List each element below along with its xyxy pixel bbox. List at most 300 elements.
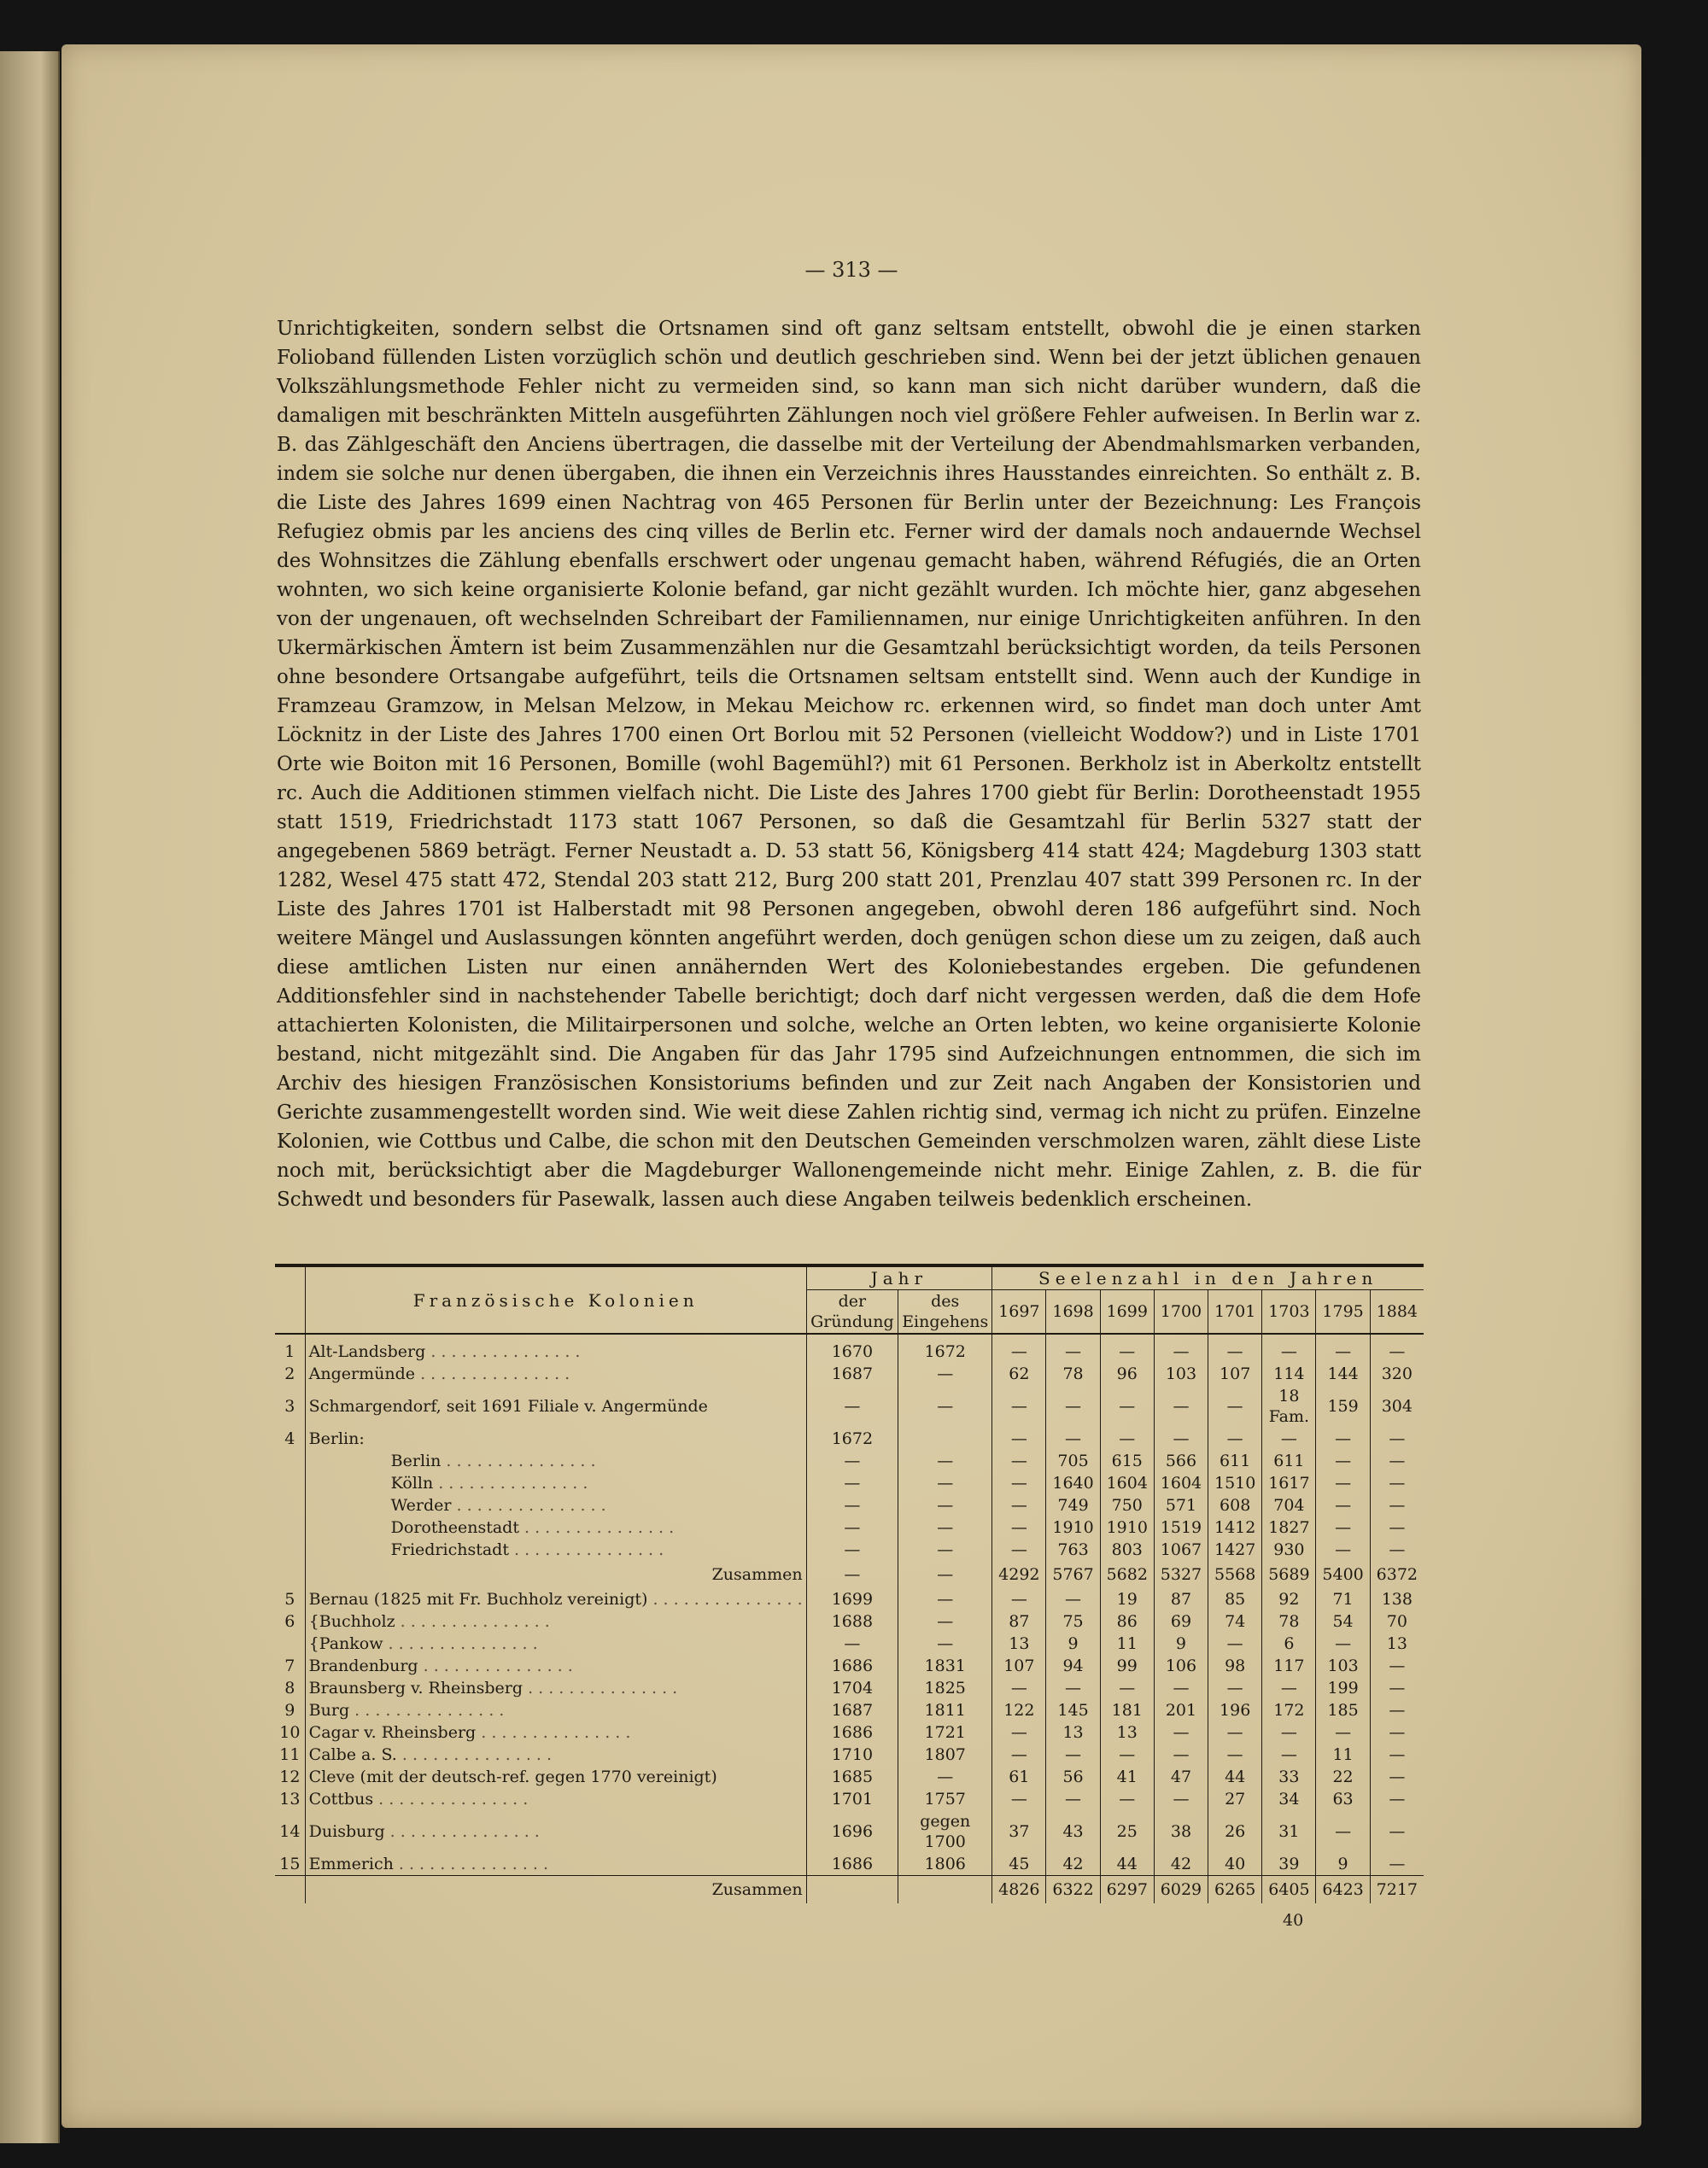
population-cell: — [1154,1677,1208,1699]
colony-name [305,1610,806,1633]
row-index: 4 [284,1429,295,1448]
population-cell: — [1262,1428,1316,1450]
population-cell: — [1370,1766,1424,1788]
population-cell: 70 [1370,1610,1424,1633]
closing-year: 1672 [898,1334,992,1363]
year-header: 1698 [1046,1290,1100,1335]
colony-name [305,1539,806,1561]
row-index: 13 [279,1790,301,1809]
colony-name [305,1516,806,1539]
population-cell: 144 [1316,1363,1370,1385]
population-cell: — [1154,1385,1208,1428]
colony-name [305,1744,806,1766]
population-cell: — [1370,1677,1424,1699]
colony-name [305,1699,806,1721]
closing-year: 1806 [898,1853,992,1876]
colony-name-text: Kölln [390,1474,434,1493]
population-cell: 63 [1316,1788,1370,1810]
population-cell: — [992,1539,1046,1561]
population-cell: 19 [1100,1588,1154,1610]
population-cell: 199 [1316,1677,1370,1699]
row-index [275,1516,305,1539]
population-cell: — [992,1385,1046,1428]
table-row [275,1677,1424,1699]
population-cell: — [1370,1853,1424,1876]
population-cell: 6372 [1370,1561,1424,1588]
colony-name-text: Zusammen [711,1880,803,1899]
leader-dots: . . . . . . . . . . . . . . . [395,1612,550,1631]
population-cell: 117 [1262,1655,1316,1677]
leader-dots: . . . . . . . . . . . . . . . [393,1855,549,1873]
closing-year: — [898,1385,992,1428]
population-cell: — [1208,1385,1262,1428]
population-cell: — [992,1450,1046,1472]
population-cell: 1412 [1208,1516,1262,1539]
population-cell: — [1316,1721,1370,1744]
population-cell: 1617 [1262,1472,1316,1494]
leader-dots: . . . . . . . . . . . . . . . [476,1723,631,1742]
population-cell: 107 [1208,1363,1262,1385]
founding-year [806,1876,898,1904]
population-cell: 11 [1316,1744,1370,1766]
population-cell: — [1370,1699,1424,1721]
population-cell: 611 [1208,1450,1262,1472]
table-row [275,1450,1424,1472]
population-cell: — [1370,1655,1424,1677]
population-cell: 92 [1262,1588,1316,1610]
population-cell: 26 [1208,1810,1262,1853]
colony-name [305,1810,806,1853]
population-cell: — [1046,1744,1100,1766]
population-cell: 69 [1154,1610,1208,1633]
population-cell: — [1370,1450,1424,1472]
closing-year: — [898,1450,992,1472]
leader-dots: . . . . . . . . . . . . . . . [383,1634,538,1653]
colony-name-text: Zusammen [711,1565,803,1584]
founding-year: 1701 [806,1788,898,1810]
row-index [275,1633,305,1655]
founding-year: — [806,1494,898,1516]
year-header: 1699 [1100,1290,1154,1335]
population-cell: 7217 [1370,1876,1424,1904]
colony-name-text: Friedrichstadt [390,1540,509,1559]
row-index: 9 [284,1701,295,1720]
colony-name-text: Berlin [390,1452,442,1470]
table-row [275,1561,1424,1588]
table-row [275,1363,1424,1385]
closing-year [898,1876,992,1904]
table-row [275,1633,1424,1655]
population-cell: — [992,1472,1046,1494]
colony-name-text: Duisburg [308,1822,385,1841]
population-cell: 172 [1262,1699,1316,1721]
table-row [275,1494,1424,1516]
table-row [275,1385,1424,1428]
population-cell: 13 [1370,1633,1424,1655]
row-index [275,1472,305,1494]
colony-name [305,1853,806,1876]
population-cell: 704 [1262,1494,1316,1516]
closing-year: 1831 [898,1655,992,1677]
colony-name [305,1876,806,1904]
population-cell: — [1208,1721,1262,1744]
population-cell: 42 [1046,1853,1100,1876]
population-cell: 54 [1316,1610,1370,1633]
population-cell: 763 [1046,1539,1100,1561]
population-cell: — [1208,1633,1262,1655]
colony-name-text: Cleve (mit der deutsch-ref. gegen 1770 vereinigt) [308,1768,717,1786]
population-cell: — [992,1744,1046,1766]
colony-name-text: Calbe a. S. [308,1745,397,1764]
population-cell: — [1370,1472,1424,1494]
leader-dots: . . . . . . . . . . . . . . . [433,1474,588,1493]
page-number: — 313 — [804,258,898,282]
colony-name [305,1766,806,1788]
table-row [275,1699,1424,1721]
row-index [275,1450,305,1472]
population-cell: 6322 [1046,1876,1100,1904]
colony-name [305,1363,806,1385]
population-cell: — [1100,1385,1154,1428]
population-cell: 5682 [1100,1561,1154,1588]
colony-name [305,1450,806,1472]
population-cell: — [1046,1385,1100,1428]
population-cell: 75 [1046,1610,1100,1633]
table-row [275,1853,1424,1876]
population-cell: 571 [1154,1494,1208,1516]
table-row [275,1472,1424,1494]
colonies-table [275,1264,1424,1903]
colony-name-text: {Pankow [308,1634,383,1653]
colony-name [305,1788,806,1810]
colony-name-text: Alt-Landsberg [308,1342,426,1361]
row-index: 8 [284,1679,295,1698]
closing-year: 1825 [898,1677,992,1699]
population-cell: 6265 [1208,1876,1262,1904]
closing-year: 1811 [898,1699,992,1721]
colony-name-text: Braunsberg v. Rheinsberg [308,1679,524,1698]
closing-year: — [898,1516,992,1539]
population-cell: — [1154,1721,1208,1744]
population-cell: 11 [1100,1633,1154,1655]
population-cell: 13 [1100,1721,1154,1744]
founding-year: 1688 [806,1610,898,1633]
closing-year [898,1428,992,1450]
eingehens-header: des Eingehens [898,1290,992,1335]
closing-year: 1757 [898,1788,992,1810]
year-header: 1884 [1370,1290,1424,1335]
row-index: 14 [279,1822,301,1841]
leader-dots: . . . . . . . . . . . . . . . [451,1496,606,1515]
population-cell: 138 [1370,1588,1424,1610]
population-cell: — [1208,1334,1262,1363]
row-index: 3 [284,1397,295,1416]
population-cell: 1827 [1262,1516,1316,1539]
population-cell: 1067 [1154,1539,1208,1561]
population-cell: 40 [1208,1853,1262,1876]
jahr-header: Jahr [806,1265,992,1290]
population-cell: — [1316,1516,1370,1539]
population-cell: 78 [1262,1610,1316,1633]
colony-name-text: Schmargendorf, seit 1691 Filiale v. Angermünde [308,1397,708,1416]
colony-name-text: Cottbus [308,1790,374,1809]
year-header: 1795 [1316,1290,1370,1335]
population-cell: 45 [992,1853,1046,1876]
leader-dots: . . . . . . . . . . . . . . . [425,1342,581,1361]
population-cell: 25 [1100,1810,1154,1853]
population-cell: 56 [1046,1766,1100,1788]
colony-name [305,1721,806,1744]
population-cell: — [1316,1428,1370,1450]
population-cell: — [992,1516,1046,1539]
colony-name-text: Werder [390,1496,452,1515]
population-cell: — [1100,1428,1154,1450]
population-cell: — [992,1588,1046,1610]
population-cell: 1519 [1154,1516,1208,1539]
closing-year: 1721 [898,1721,992,1744]
population-cell: — [1316,1633,1370,1655]
population-cell: — [1370,1788,1424,1810]
table-row [275,1428,1424,1450]
population-cell: — [1370,1516,1424,1539]
population-cell: — [1262,1677,1316,1699]
year-header: 1701 [1208,1290,1262,1335]
row-index: 6 [284,1612,295,1631]
row-index: 11 [279,1745,301,1764]
colony-name [305,1494,806,1516]
closing-year: — [898,1494,992,1516]
population-cell: — [1370,1810,1424,1853]
population-cell: 85 [1208,1588,1262,1610]
population-cell: 13 [992,1633,1046,1655]
population-cell: 1427 [1208,1539,1262,1561]
colonies-header: Französische Kolonien [305,1265,806,1334]
population-cell: 4826 [992,1876,1046,1904]
colony-name-text: Angermünde [308,1364,416,1383]
colony-name [305,1677,806,1699]
population-cell: — [992,1494,1046,1516]
population-cell: — [1154,1788,1208,1810]
population-cell: 87 [1154,1588,1208,1610]
population-cell: 1604 [1100,1472,1154,1494]
population-cell: 122 [992,1699,1046,1721]
population-cell: 107 [992,1655,1046,1677]
founding-year: 1687 [806,1699,898,1721]
leader-dots: . . . . . . . . . . . . . . . [349,1701,505,1720]
gruendung-header: der Gründung [806,1290,898,1335]
body-paragraph: Unrichtigkeiten, sondern selbst die Ortsnamen sind oft ganz seltsam entstellt, obwohl die je einen starken Folioband füllenden Listen vorzüglich schön und deutlich geschrieben sind. Wenn bei der jetzt üblichen genauen Volkszählungsmethode Fehler nicht zu vermeiden sind, so kann man sich nicht darüber wundern, daß die damaligen mit beschränkten Mitteln ausgeführten Zählungen noch viel größere Fehler aufweisen. In Berlin war z. B. das Zählgeschäft den Anciens übertragen, die dasselbe mit der Verteilung der Abendmahlsmarken verbanden, indem sie solche nur denen übergaben, die ihnen ein Verzeichnis ihres Hausstandes einreichten. So enthält z. B. die Liste des Jahres 1699 einen Nachtrag von 465 Personen für Berlin unter der Bezeichnung: Les François Refugiez obmis par les anciens des cinq villes de Berlin etc. Ferner wird der damals noch andauernde Wechsel des Wohnsitzes die Zählung ebenfalls erschwert oder ungenau gemacht haben, während Réfugiés, die an Orten wohnten, wo sich keine organisierte Kolonie befand, gar nicht gezählt wurden. Ich möchte hier, ganz abgesehen von der ungenauen, oft wechselnden Schreibart der Familiennamen, nur einige Unrichtigkeiten anführen. In den Ukermärkischen Ämtern ist beim Zusammenzählen nur die Gesamtzahl berücksichtigt worden, da teils Personen ohne besondere Ortsangabe aufgeführt, teils die Ortsnamen seltsam entstellt sind. Wenn auch der Kundige in Framzeau Gramzow, in Melsan Melzow, in Mekau Meichow rc. erkennen wird, so findet man doch unter Amt Löcknitz in der Liste des Jahres 1700 einen Ort Borlou mit 52 Personen (vielleicht Woddow?) und in Liste 1701 Orte wie Boiton mit 16 Personen, Bomille (wohl Bagemühl?) mit 61 Personen. Berkholz ist in Aberkoltz entstellt rc. Auch die Additionen stimmen vielfach nicht. Die Liste des Jahres 1700 giebt für Berlin: Dorotheenstadt 1955 statt 1519, Friedrichstadt 1173 statt 1067 Personen, so daß die Gesamtzahl für Berlin 5327 statt der angegebenen 5869 beträgt. Ferner Neustadt a. D. 53 statt 56, Königsberg 414 statt 424; Magdeburg 1303 statt 1282, Wesel 475 statt 472, Stendal 203 statt 212, Burg 200 statt 201, Prenzlau 407 statt 399 Personen rc. In der Liste des Jahres 1701 ist Halberstadt mit 98 Personen angegeben, obwohl deren 186 aufgeführt sind. Noch weitere Mängel und Auslassungen könnten angeführt werden, doch genügen schon diese um zu zeigen, daß auch diese amtlichen Listen nur einen annähernden Wert des Koloniebestandes ergeben. Die gefundenen Additionsfehler sind in nachstehender Tabelle berichtigt; doch darf nicht vergessen werden, daß die dem Hofe attachierten Kolonisten, die Militairpersonen und solche, welche an Orten lebten, wo keine organisierte Kolonie bestand, nicht mitgezählt sind. Die Angaben für das Jahr 1795 sind Aufzeichnungen entnommen, die sich im Archiv des hiesigen Französischen Konsistoriums befinden und zur Zeit nach Angaben der Konsistorien und Gerichte zusammengestellt worden sind. Wie weit diese Zahlen richtig sind, vermag ich nicht zu prüfen. Einzelne Kolonien, wie Cottbus und Calbe, die schon mit den Deutschen Gemeinden verschmolzen waren, zählt diese Liste noch mit, berücksichtigt aber die Magdeburger Wallonengemeinde nicht mehr. Einige Zahlen, z. B. die für Schwedt und besonders für Pasewalk, lassen auch diese Angaben teilweis bedenklich erscheinen. [277,318,1421,1211]
population-cell: 9 [1046,1633,1100,1655]
table-row [275,1334,1424,1363]
year-header: 1703 [1262,1290,1316,1335]
founding-year: 1686 [806,1721,898,1744]
population-cell: 94 [1046,1655,1100,1677]
population-cell: 5767 [1046,1561,1100,1588]
population-cell: 38 [1154,1810,1208,1853]
colony-name [305,1633,806,1655]
table-row [275,1539,1424,1561]
population-cell: — [1208,1677,1262,1699]
population-cell: 1510 [1208,1472,1262,1494]
colony-name-text: Brandenburg [308,1657,418,1675]
population-cell: 41 [1100,1766,1154,1788]
population-cell: 1910 [1046,1516,1100,1539]
population-cell: — [1262,1721,1316,1744]
left-page-edge [0,51,60,2143]
colony-name [305,1588,806,1610]
seelenzahl-header: Seelenzahl in den Jahren [992,1265,1424,1290]
founding-year: — [806,1516,898,1539]
population-table [275,1264,1424,1903]
population-cell: 6405 [1262,1876,1316,1904]
closing-year: gegen 1700 [898,1810,992,1853]
population-cell: 96 [1100,1363,1154,1385]
founding-year: 1686 [806,1655,898,1677]
leader-dots: . . . . . . . . . . . . . . . [518,1518,675,1537]
closing-year: — [898,1610,992,1633]
population-cell: — [992,1428,1046,1450]
colony-name [305,1334,806,1363]
population-cell: 181 [1100,1699,1154,1721]
population-cell: 5568 [1208,1561,1262,1588]
table-row [275,1655,1424,1677]
population-cell: 99 [1100,1655,1154,1677]
colony-name-text: Dorotheenstadt [390,1518,519,1537]
population-cell: 145 [1046,1699,1100,1721]
population-cell: 47 [1154,1766,1208,1788]
leader-dots: . . . . . . . . . . . . . . . [384,1822,540,1841]
population-cell: 103 [1154,1363,1208,1385]
closing-year: — [898,1472,992,1494]
population-cell: 803 [1100,1539,1154,1561]
population-cell: 5327 [1154,1561,1208,1588]
row-index: 1 [284,1342,295,1361]
year-header: 1697 [992,1290,1046,1335]
colony-name [305,1472,806,1494]
closing-year: — [898,1633,992,1655]
population-cell: 87 [992,1610,1046,1633]
population-cell: — [1316,1472,1370,1494]
population-cell: — [1046,1677,1100,1699]
population-cell: — [1370,1721,1424,1744]
leader-dots: . . . . . . . . . . . . . . . [373,1790,529,1809]
population-cell: 611 [1262,1450,1316,1472]
footnote-marker: 40 [1283,1911,1304,1930]
population-cell: — [1370,1494,1424,1516]
population-cell: 4292 [992,1561,1046,1588]
row-index: 7 [284,1657,295,1675]
population-cell: 22 [1316,1766,1370,1788]
population-cell: 42 [1154,1853,1208,1876]
founding-year: — [806,1633,898,1655]
table-row [275,1721,1424,1744]
population-cell: — [1370,1539,1424,1561]
index-header [275,1265,305,1334]
leader-dots: . . . . . . . . . . . . . . . [396,1745,553,1764]
founding-year: 1704 [806,1677,898,1699]
founding-year: 1699 [806,1588,898,1610]
population-cell: 5689 [1262,1561,1316,1588]
table-row [275,1766,1424,1788]
row-index [275,1539,305,1561]
population-cell: 749 [1046,1494,1100,1516]
founding-year: 1670 [806,1334,898,1363]
row-index: 5 [284,1590,295,1609]
population-cell: 6029 [1154,1876,1208,1904]
population-cell: 6 [1262,1633,1316,1655]
population-cell: 1910 [1100,1516,1154,1539]
population-cell: 9 [1154,1633,1208,1655]
row-index: 2 [284,1364,295,1383]
population-cell: 71 [1316,1588,1370,1610]
leader-dots: . . . . . . . . . . . . . . . [418,1657,573,1675]
population-cell: 750 [1100,1494,1154,1516]
founding-year: — [806,1472,898,1494]
population-cell: — [1370,1744,1424,1766]
founding-year: — [806,1450,898,1472]
population-cell: 608 [1208,1494,1262,1516]
founding-year: 1685 [806,1766,898,1788]
population-cell: 61 [992,1766,1046,1788]
population-cell: 33 [1262,1766,1316,1788]
leader-dots: . . . . . . . . . . . . . . . [441,1452,596,1470]
colony-name-text: Emmerich [308,1855,394,1873]
founding-year: 1696 [806,1810,898,1853]
row-index: 12 [279,1768,301,1786]
founding-year: 1686 [806,1853,898,1876]
population-cell: 159 [1316,1385,1370,1428]
colony-name-text: Bernau (1825 mit Fr. Buchholz vereinigt) [308,1590,648,1609]
leader-dots: . . . . . . . . . . . . . . . [415,1364,570,1383]
population-cell: — [1046,1334,1100,1363]
population-cell: — [1370,1334,1424,1363]
population-cell: 6423 [1316,1876,1370,1904]
population-cell: 615 [1100,1450,1154,1472]
population-cell: — [1316,1539,1370,1561]
closing-year: — [898,1363,992,1385]
founding-year: 1710 [806,1744,898,1766]
row-index [275,1494,305,1516]
population-cell: 44 [1208,1766,1262,1788]
body-text [277,314,1421,1214]
population-cell: 39 [1262,1853,1316,1876]
population-cell: 930 [1262,1539,1316,1561]
population-cell: 98 [1208,1655,1262,1677]
population-cell: — [992,1788,1046,1810]
colony-name [305,1561,806,1588]
population-cell: 1640 [1046,1472,1100,1494]
population-cell: — [1046,1788,1100,1810]
population-cell: 201 [1154,1699,1208,1721]
founding-year: — [806,1385,898,1428]
population-cell: 34 [1262,1788,1316,1810]
population-cell: — [1316,1334,1370,1363]
book-page [61,44,1641,2128]
population-cell: 37 [992,1810,1046,1853]
population-cell: 185 [1316,1699,1370,1721]
leader-dots: . . . . . . . . . . . . . . . [523,1679,678,1698]
population-cell: 9 [1316,1853,1370,1876]
colony-name-text: Berlin: [308,1429,365,1448]
population-cell: 62 [992,1363,1046,1385]
population-cell: 27 [1208,1788,1262,1810]
population-cell: — [992,1677,1046,1699]
population-cell: — [1316,1810,1370,1853]
population-cell: — [1316,1494,1370,1516]
year-header: 1700 [1154,1290,1208,1335]
row-index [275,1561,305,1588]
colony-name [305,1385,806,1428]
